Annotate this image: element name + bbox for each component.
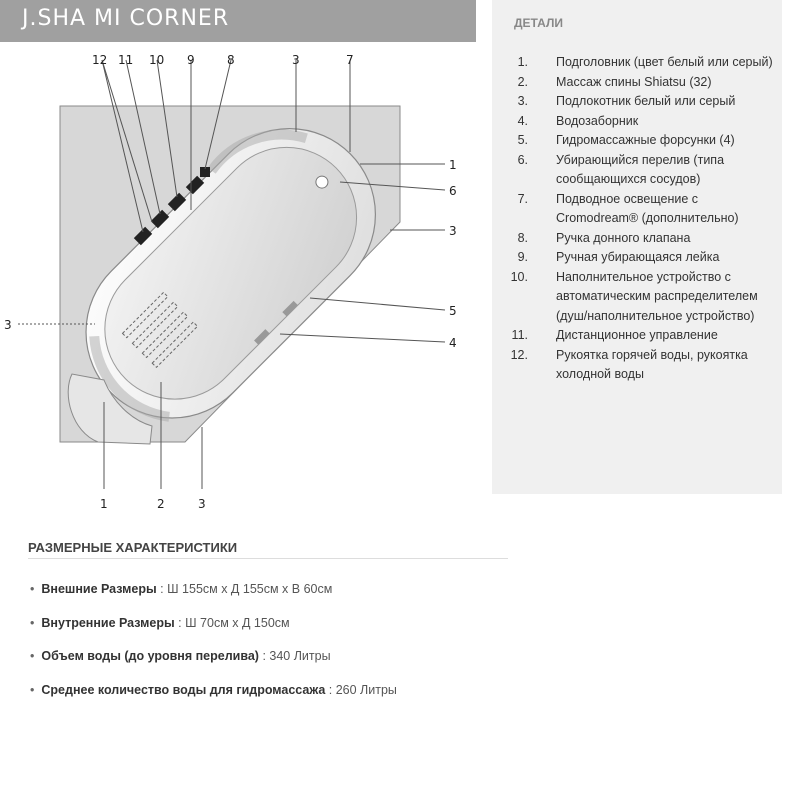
item-text: Ручная убирающаяся лейка [556,250,720,264]
item-number: 4. [517,113,528,128]
spec-value: : Ш 155см х Д 155см х В 60см [156,582,333,596]
item-number: 8. [517,230,528,245]
callout-label: 6 [449,184,457,198]
callout-label: 3 [292,53,300,67]
spec-item [30,683,397,697]
list-item [492,346,782,385]
item-text: Гидромассажные форсунки (4) [556,133,735,147]
bullet-icon: • [30,616,35,630]
details-list [492,53,782,385]
callout-label: 7 [346,53,354,67]
list-item [492,112,782,132]
callout-label: 3 [4,318,12,332]
callout-label: 3 [449,224,457,238]
item-number: 10. [510,269,528,284]
spec-key: Внешние Размеры [41,582,157,596]
bullet-icon: • [30,649,35,663]
item-text: Подводное освещение с Cromodream® (дополнительно) [556,191,739,225]
spec-value: : 340 Литры [258,649,331,663]
item-text: Наполнительное устройство с автоматическим распределителем (душ/наполнительное устройство) [556,269,758,323]
callout-label: 2 [157,497,165,511]
item-text: Ручка донного клапана [556,230,691,245]
spec-value: : Ш 70см х Д 150см [174,616,290,630]
spec-item [30,582,332,596]
bullet-icon: • [30,582,35,596]
item-number: 9. [517,250,528,264]
callout-label: 5 [449,304,457,318]
list-item [492,248,782,268]
details-panel [492,0,782,494]
callout-label: 11 [118,53,134,67]
item-number: 1. [517,55,528,69]
callout-label: 10 [149,53,165,67]
item-text: Подголовник (цвет белый или серый) [556,55,773,69]
item-number: 12. [510,347,528,362]
item-text: Рукоятка горячей воды, рукоятка холодной воды [556,347,748,381]
spec-value: : 260 Литры [325,683,397,697]
callout-label: 4 [449,336,457,350]
callout-label: 1 [100,497,108,511]
callout-label: 12 [92,53,108,67]
list-item [492,268,782,327]
item-text: Убирающийся перелив (типа сообщающихся сосудов) [556,152,725,186]
item-text: Дистанционное управление [556,328,718,342]
callout-label: 8 [227,53,235,67]
item-text: Подлокотник белый или серый [556,94,736,108]
specs-title: РАЗМЕРНЫЕ ХАРАКТЕРИСТИКИ [28,540,238,555]
page-title: J.SHA MI CORNER [22,6,230,31]
spec-item [30,649,331,663]
item-number: 5. [517,133,528,147]
callout-label: 3 [198,497,206,511]
spec-item [30,616,290,630]
list-item [492,190,782,229]
divider [28,558,508,559]
item-text: Водозаборник [556,113,639,128]
bullet-icon: • [30,683,35,697]
callout-label: 1 [449,158,457,172]
spec-key: Среднее количество воды для гидромассажа [41,683,326,697]
spec-key: Объем воды (до уровня перелива) [41,649,259,663]
list-item [492,326,782,346]
list-item [492,53,782,73]
list-item [492,92,782,112]
spec-key: Внутренние Размеры [41,616,175,630]
item-number: 6. [517,152,528,167]
list-item [492,73,782,93]
item-number: 3. [517,94,528,108]
list-item [492,151,782,190]
list-item [492,131,782,151]
header-bar [0,0,476,42]
bathtub-diagram [0,42,480,522]
details-title: ДЕТАЛИ [514,16,563,30]
list-item [492,229,782,249]
item-number: 11. [511,328,528,342]
item-number: 2. [517,74,528,89]
item-number: 7. [517,191,528,206]
item-text: Массаж спины Shiatsu (32) [556,74,712,89]
callout-label: 9 [187,53,195,67]
